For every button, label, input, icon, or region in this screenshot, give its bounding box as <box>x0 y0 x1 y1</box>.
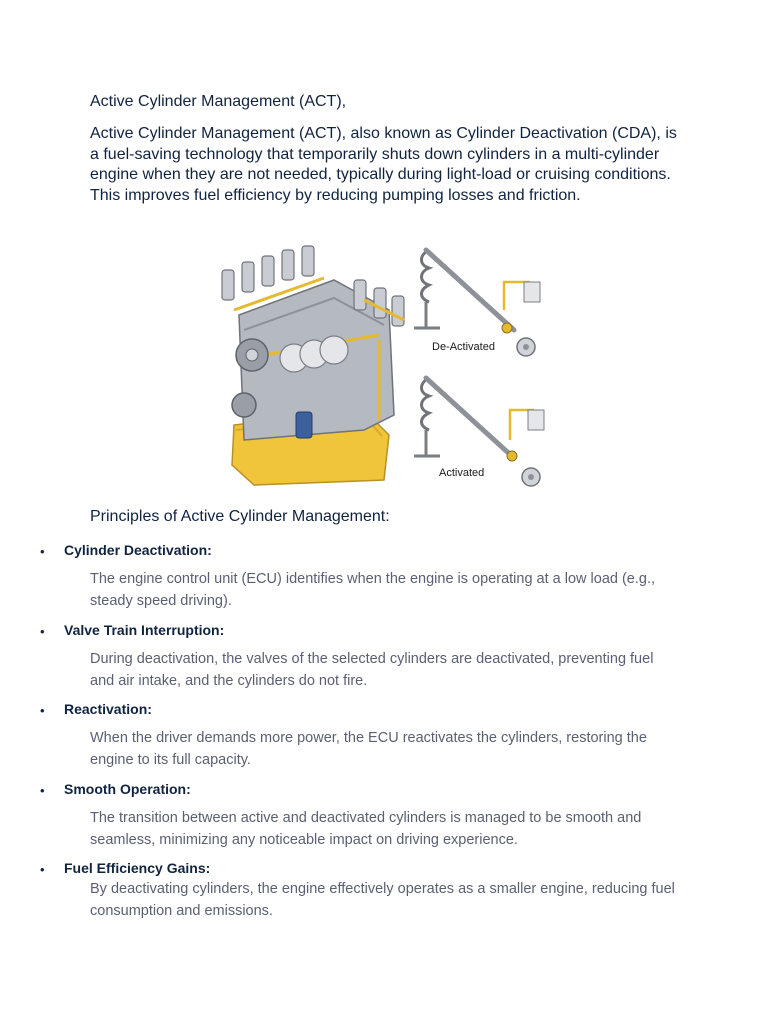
bullet-icon: • <box>40 624 45 639</box>
bullet-icon: • <box>40 862 45 877</box>
bullet-icon: • <box>40 703 45 718</box>
item-description: During deactivation, the valves of the selected cylinders are deactivated, preventing fuel and air intake, and the cylinders do not fire. <box>90 651 654 689</box>
item-description: The transition between active and deactivated cylinders is managed to be smooth and seamless, minimizing any noticeable impact on driving experience. <box>90 810 642 848</box>
item-title: Valve Train Interruption: <box>64 622 225 638</box>
item-description: By deactivating cylinders, the engine effectively operates as a smaller engine, reducing fuel consumption and emissions. <box>90 881 675 919</box>
label-deactivated: De-Activated <box>432 341 495 353</box>
principles-title: Principles of Active Cylinder Management: <box>90 508 390 525</box>
bullet-icon: • <box>40 544 45 559</box>
label-activated: Activated <box>439 467 485 479</box>
item-title: Cylinder Deactivation: <box>64 542 212 558</box>
engine-illustration-svg <box>214 240 554 492</box>
item-title: Reactivation: <box>64 701 152 717</box>
item-title: Fuel Efficiency Gains: <box>64 860 211 876</box>
engine-illustration <box>214 240 554 492</box>
document-heading: Active Cylinder Management (ACT), <box>90 93 347 110</box>
engine-block-icon <box>222 246 404 485</box>
bullet-icon: • <box>40 783 45 798</box>
intro-paragraph: Active Cylinder Management (ACT), also known as Cylinder Deactivation (CDA), is a fuel-saving technology that temporarily shuts down cylinders in a multi-cylinder engine when they are not needed, typically during light-load or cruising conditions. This improves fuel efficiency by reducing pumping losses and friction. <box>90 125 677 204</box>
item-title: Smooth Operation: <box>64 781 191 797</box>
item-description: When the driver demands more power, the ECU reactivates the cylinders, restoring the engine to its full capacity. <box>90 730 647 768</box>
item-description: The engine control unit (ECU) identifies when the engine is operating at a low load (e.g., steady speed driving). <box>90 571 656 609</box>
